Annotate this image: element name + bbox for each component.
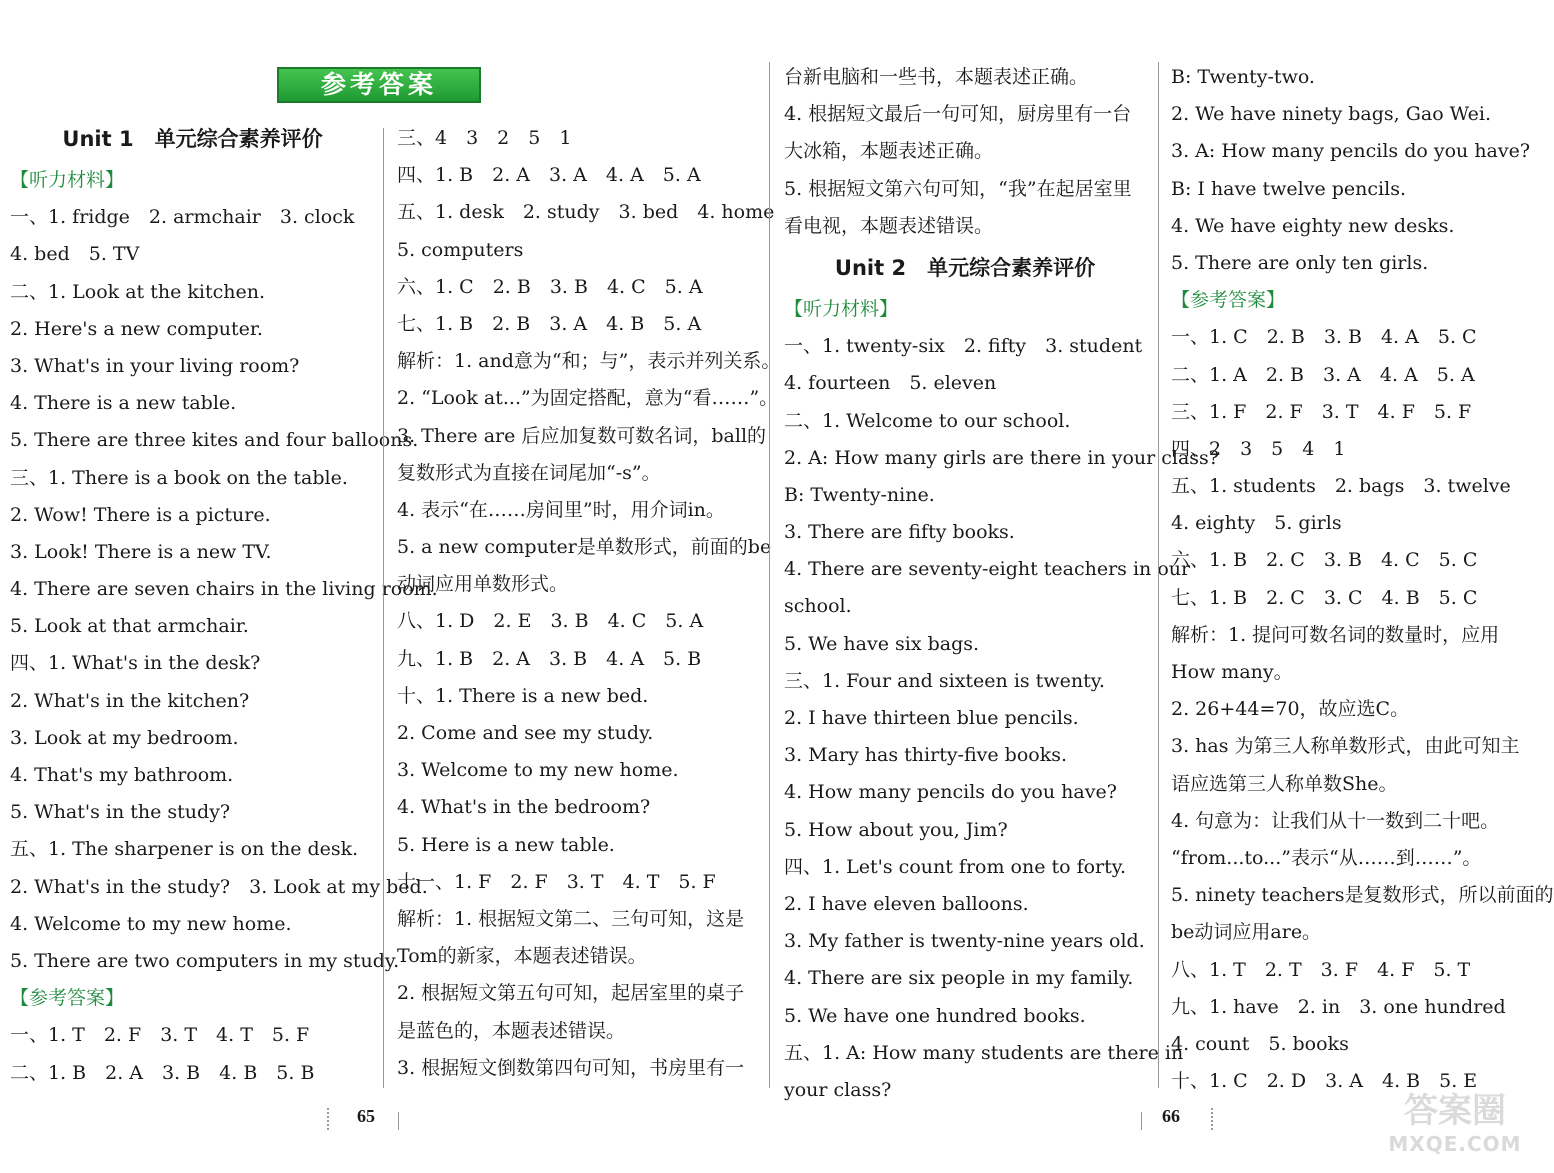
answer-line: 4. There are seven chairs in the living room.: [10, 578, 438, 601]
answer-line: 六、1. C 2. B 3. B 4. C 5. A: [397, 275, 703, 298]
answer-line: 5. There are two computers in my study.: [10, 949, 400, 972]
answer-line: 4. eighty 5. girls: [1171, 512, 1342, 535]
answer-line: 二、1. Look at the kitchen.: [10, 280, 265, 303]
answer-line: 2. Here's a new computer.: [10, 317, 263, 340]
answer-line: 5. We have one hundred books.: [784, 1004, 1086, 1027]
answer-line: 四、2 3 5 4 1: [1171, 437, 1346, 460]
answer-line: 5. How about you, Jim?: [784, 818, 1008, 841]
answer-line: 3. 根据短文倒数第四句可知，书房里有一: [397, 1056, 745, 1079]
column-3: [784, 59, 1219, 1109]
answer-line: 5. a new computer是单数形式，前面的be: [397, 536, 772, 559]
section-tag: 【参考答案】: [1171, 289, 1286, 312]
answer-line: 3. Look! There is a new TV.: [10, 540, 272, 563]
unit-heading: Unit 1 单元综合素养评价: [62, 127, 323, 151]
answer-line: 3. Look at my bedroom.: [10, 726, 239, 749]
answer-line: 四、1. What's in the desk?: [10, 652, 261, 675]
page-number-mark: [1211, 1108, 1213, 1130]
answer-line: 4. fourteen 5. eleven: [784, 372, 997, 395]
answer-key-banner: 参考答案: [277, 67, 481, 103]
answer-line: 5. We have six bags.: [784, 632, 980, 655]
answer-line: 四、1. B 2. A 3. A 4. A 5. A: [397, 164, 701, 187]
answer-line: 七、1. B 2. B 3. A 4. B 5. A: [397, 312, 702, 335]
answer-line: “from...to...”表示“从……到……”。: [1171, 846, 1482, 869]
answer-line: 台新电脑和一些书，本题表述正确。: [784, 66, 1089, 88]
answer-line: B: Twenty-nine.: [784, 483, 935, 506]
answer-line: 五、1. students 2. bags 3. twelve: [1171, 475, 1511, 498]
answer-line: 二、1. A 2. B 3. A 4. A 5. A: [1171, 363, 1475, 386]
answer-line: 十、1. There is a new bed.: [397, 684, 649, 707]
section-tag: 【参考答案】: [10, 987, 125, 1010]
answer-line: 5. There are only ten girls.: [1171, 251, 1429, 274]
section-tag: 【听力材料】: [10, 169, 125, 191]
answer-line: 3. A: How many pencils do you have?: [1171, 140, 1531, 163]
answer-line: 解析：1. and意为“和；与”，表示并列关系。: [397, 350, 781, 373]
answer-line: 3. has 为第三人称单数形式，由此可知主: [1171, 735, 1520, 758]
answer-line: 5. computers: [397, 238, 524, 261]
answer-line: school.: [784, 595, 852, 618]
answer-line: 3. My father is twenty-nine years old.: [784, 930, 1145, 953]
answer-line: B: I have twelve pencils.: [1171, 177, 1406, 200]
section-tag: 【听力材料】: [784, 297, 899, 320]
answer-line: 是蓝色的，本题表述错误。: [397, 1019, 626, 1042]
answer-line: 二、1. Welcome to our school.: [784, 409, 1071, 432]
answer-line: 一、1. C 2. B 3. B 4. A 5. C: [1171, 326, 1477, 349]
answer-line: 5. Look at that armchair.: [10, 615, 249, 638]
answer-line: 4. 句意为：让我们从十一数到二十吧。: [1171, 809, 1500, 832]
answer-line: 2. I have eleven balloons.: [784, 892, 1029, 915]
answer-line: 5. There are three kites and four balloons.: [10, 429, 419, 452]
answer-line: 解析：1. 提问可数名词的数量时，应用: [1171, 623, 1500, 646]
answer-line: 五、1. The sharpener is on the desk.: [10, 838, 359, 861]
answer-line: 4. There is a new table.: [10, 392, 237, 415]
page-number-mark: [398, 1112, 399, 1130]
answer-line: 六、1. B 2. C 3. B 4. C 5. C: [1171, 549, 1478, 572]
answer-line: 一、1. T 2. F 3. T 4. T 5. F: [10, 1024, 310, 1047]
column-divider: [383, 128, 384, 1088]
answer-line: 4. 表示“在……房间里”时，用介词in。: [397, 498, 725, 521]
answer-line: 4. There are six people in my family.: [784, 967, 1134, 990]
answer-line: 4. bed 5. TV: [10, 243, 140, 266]
answer-line: 2. “Look at...”为固定搭配，意为“看……”。: [397, 387, 779, 410]
answer-line: 3. Mary has thirty-five books.: [784, 744, 1068, 767]
answer-line: 二、1. B 2. A 3. B 4. B 5. B: [10, 1061, 315, 1084]
answer-line: 3. What's in your living room?: [10, 354, 300, 377]
unit-heading: Unit 2 单元综合素养评价: [834, 255, 1096, 280]
answer-line: 4. How many pencils do you have?: [784, 781, 1117, 804]
answer-line: 3. There are fifty books.: [784, 521, 1015, 544]
answer-line: 2. 26+44=70，故应选C。: [1171, 698, 1410, 721]
answer-line: B: Twenty-two.: [1171, 66, 1315, 88]
answer-line: 三、4 3 2 5 1: [397, 127, 572, 149]
column-1: [10, 116, 438, 1092]
answer-line: 大冰箱，本题表述正确。: [784, 140, 994, 163]
page-number-right: 66: [1162, 1106, 1180, 1126]
page-divider: [769, 62, 770, 1088]
answer-line: 一、1. twenty-six 2. fifty 3. student: [784, 335, 1143, 358]
column-2: [397, 120, 781, 1087]
watermark-url: MXQE.COM: [1388, 1132, 1522, 1156]
answer-line: 2. I have thirteen blue pencils.: [784, 707, 1079, 729]
answer-line: 4. We have eighty new desks.: [1171, 214, 1455, 237]
answer-line: 八、1. D 2. E 3. B 4. C 5. A: [397, 610, 704, 633]
answer-line: 3. Welcome to my new home.: [397, 759, 679, 782]
answer-line: 2. We have ninety bags, Gao Wei.: [1171, 103, 1492, 126]
answer-line: 2. What's in the study? 3. Look at my bed.: [10, 875, 428, 898]
answer-line: 八、1. T 2. T 3. F 4. F 5. T: [1171, 958, 1471, 981]
answer-line: 三、1. Four and sixteen is twenty.: [784, 669, 1105, 692]
page-number-mark: [1141, 1112, 1142, 1130]
answer-line: 九、1. B 2. A 3. B 4. A 5. B: [397, 647, 702, 670]
answer-line: 4. That's my bathroom.: [10, 764, 234, 786]
answer-line: 5. Here is a new table.: [397, 833, 615, 856]
answer-line: 十一、1. F 2. F 3. T 4. T 5. F: [397, 870, 716, 893]
answer-line: 2. Come and see my study.: [397, 722, 654, 744]
answer-line: How many。: [1171, 661, 1293, 683]
answer-line: 三、1. F 2. F 3. T 4. F 5. F: [1171, 400, 1472, 423]
answer-line: 看电视，本题表述错误。: [784, 214, 994, 237]
answer-line: 四、1. Let's count from one to forty.: [784, 855, 1127, 878]
answer-line: 三、1. There is a book on the table.: [10, 466, 348, 489]
answer-line: 五、1. desk 2. study 3. bed 4. home: [397, 201, 775, 224]
answer-line: 复数形式为直接在词尾加“-s”。: [397, 461, 661, 484]
answer-line: 4. There are seventy-eight teachers in our: [784, 558, 1191, 581]
page-number-mark: [327, 1108, 329, 1130]
answer-line: 4. count 5. books: [1171, 1032, 1349, 1055]
column-divider: [1158, 62, 1159, 1088]
answer-line: Tom的新家，本题表述错误。: [397, 945, 647, 968]
answer-line: 3. There are 后应加复数可数名词，ball的: [397, 424, 767, 447]
answer-line: your class?: [784, 1078, 892, 1101]
answer-line: 一、1. fridge 2. armchair 3. clock: [10, 206, 355, 229]
answer-line: 4. 根据短文最后一句可知，厨房里有一台: [784, 103, 1132, 126]
answer-line: 4. What's in the bedroom?: [397, 796, 651, 819]
answer-line: 5. 根据短文第六句可知，“我”在起居室里: [784, 177, 1132, 200]
answer-line: 4. Welcome to my new home.: [10, 912, 292, 935]
column-4: [1171, 59, 1554, 1100]
answer-line: 2. What's in the kitchen?: [10, 689, 250, 712]
answer-line: 五、1. A: How many students are there in: [784, 1041, 1184, 1064]
answer-line: be动词应用are。: [1171, 921, 1322, 944]
answer-line: 2. A: How many girls are there in your class?: [784, 446, 1219, 469]
answer-line: 2. Wow! There is a picture.: [10, 503, 271, 526]
answer-line: 十、1. C 2. D 3. A 4. B 5. E: [1171, 1070, 1478, 1093]
answer-line: 九、1. have 2. in 3. one hundred: [1171, 995, 1506, 1018]
watermark-text: 答案圈: [1404, 1091, 1506, 1131]
answer-line: 2. 根据短文第五句可知，起居室里的桌子: [397, 982, 745, 1005]
answer-line: 解析：1. 根据短文第二、三句可知，这是: [397, 907, 745, 930]
answer-line: 动词应用单数形式。: [397, 573, 569, 596]
page-number-left: 65: [357, 1106, 375, 1126]
watermark-logo: [1385, 1090, 1525, 1162]
answer-line: 5. ninety teachers是复数形式，所以前面的: [1171, 884, 1554, 907]
answer-line: 5. What's in the study?: [10, 801, 231, 824]
answer-line: 语应选第三人称单数She。: [1171, 772, 1398, 795]
answer-line: 七、1. B 2. C 3. C 4. B 5. C: [1171, 586, 1478, 609]
